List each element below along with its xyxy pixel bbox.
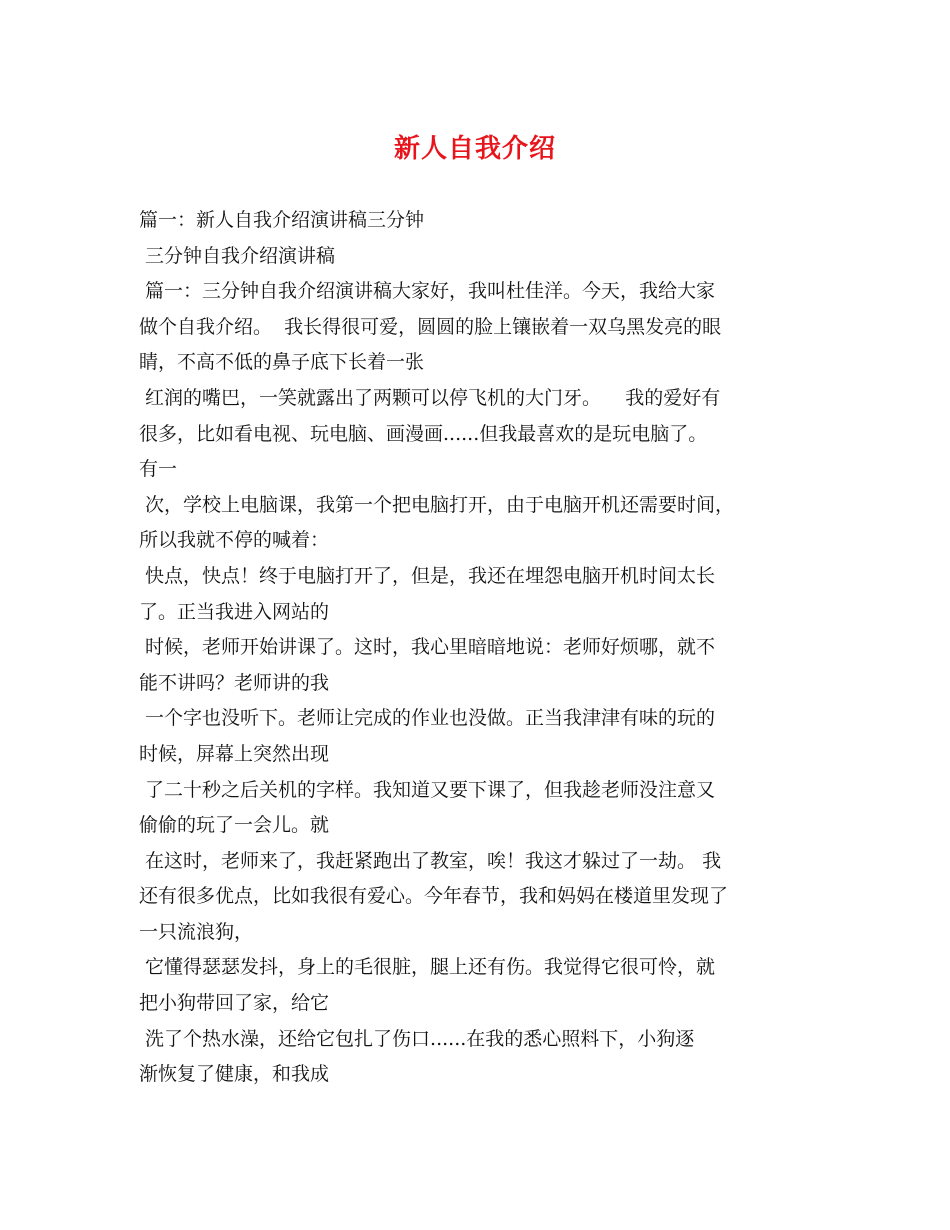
text-line: 篇一：新人自我介绍演讲稿三分钟 bbox=[139, 209, 425, 231]
text-line: 把小狗带回了家，给它 bbox=[139, 992, 330, 1015]
text-line: 时候，老师开始讲课了。这时，我心里暗暗地说：老师好烦哪，就不 bbox=[139, 636, 716, 659]
text-line: 很多，比如看电视、玩电脑、画漫画......但我最喜欢的是玩电脑了。 bbox=[139, 422, 708, 445]
document-body bbox=[139, 203, 819, 1093]
document-title: 新人自我介绍 bbox=[393, 134, 556, 164]
text-line: 一个字也没听下。老师让完成的作业也没做。正当我津津有味的玩的 bbox=[139, 707, 716, 730]
text-line: 做个自我介绍。 我长得很可爱，圆圆的脸上镶嵌着一双乌黑发亮的眼 bbox=[139, 315, 722, 338]
text-line: 了二十秒之后关机的字样。我知道又要下课了，但我趁老师没注意又 bbox=[139, 778, 716, 801]
text-line: 它懂得瑟瑟发抖，身上的毛很脏，腿上还有伤。我觉得它很可怜，就 bbox=[139, 956, 716, 979]
text-line: 红润的嘴巴，一笑就露出了两颗可以停飞机的大门牙。 我的爱好有 bbox=[139, 386, 721, 409]
text-line: 洗了个热水澡，还给它包扎了伤口......在我的悉心照料下，小狗逐 bbox=[139, 1027, 695, 1050]
text-line: 三分钟自我介绍演讲稿 bbox=[139, 244, 336, 267]
text-line: 能不讲吗？老师讲的我 bbox=[139, 671, 330, 694]
text-line: 所以我就不停的喊着： bbox=[139, 529, 330, 552]
text-line: 偷偷的玩了一会儿。就 bbox=[139, 814, 330, 837]
text-line: 时候，屏幕上突然出现 bbox=[139, 742, 330, 765]
text-line: 有一 bbox=[139, 458, 178, 481]
text-line: 次，学校上电脑课，我第一个把电脑打开，由于电脑开机还需要时间， bbox=[139, 493, 735, 516]
text-line: 还有很多优点，比如我很有爱心。今年春节，我和妈妈在楼道里发现了 bbox=[139, 885, 729, 908]
text-line: 了。正当我进入网站的 bbox=[139, 600, 330, 623]
text-line: 一只流浪狗， bbox=[139, 920, 254, 943]
text-line: 在这时，老师来了，我赶紧跑出了教室，唉！我这才躲过了一劫。 我 bbox=[139, 849, 722, 872]
text-line: 睛，不高不低的鼻子底下长着一张 bbox=[139, 351, 425, 374]
text-line: 渐恢复了健康，和我成 bbox=[139, 1063, 330, 1086]
text-line: 快点，快点！终于电脑打开了，但是，我还在埋怨电脑开机时间太长 bbox=[139, 564, 716, 587]
text-line: 篇一：三分钟自我介绍演讲稿大家好，我叫杜佳洋。今天，我给大家 bbox=[139, 280, 716, 303]
